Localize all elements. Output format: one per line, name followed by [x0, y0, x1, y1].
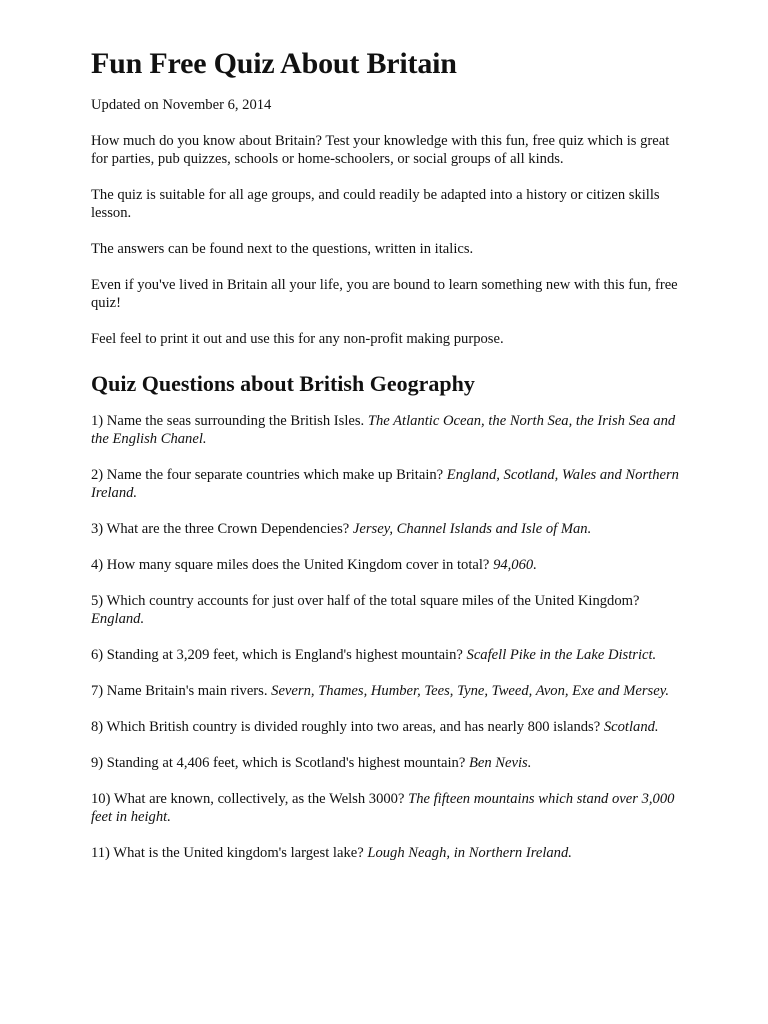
question-text: 9) Standing at 4,406 feet, which is Scotland's highest mountain? — [91, 755, 469, 771]
question-text: 10) What are known, collectively, as the Welsh 3000? — [91, 791, 409, 807]
answer-text: England. — [91, 611, 145, 627]
quiz-question — [91, 754, 684, 772]
answer-text: The fifteen mountains which stand over 3,000 feet in height. — [91, 791, 675, 825]
quiz-question — [91, 682, 684, 700]
answer-text: 94,060. — [493, 557, 537, 573]
answer-text: The Atlantic Ocean, the North Sea, the Irish Sea and the English Chanel. — [91, 413, 676, 447]
question-text: 8) Which British country is divided roughly into two areas, and has nearly 800 islands? — [91, 719, 604, 735]
answer-text: Jersey, Channel Islands and Isle of Man. — [352, 521, 592, 537]
intro-paragraph: The answers can be found next to the questions, written in italics. — [91, 241, 474, 257]
quiz-question — [91, 520, 684, 538]
page-title: Fun Free Quiz About Britain — [91, 47, 457, 80]
intro-paragraph: How much do you know about Britain? Test your knowledge with this fun, free quiz which is great for parties, pub quizzes, schools or home-schoolers, or social groups of all kinds. — [91, 133, 670, 167]
intro-paragraph: The quiz is suitable for all age groups, and could readily be adapted into a history or citizen skills lesson. — [91, 187, 660, 221]
question-text: 7) Name Britain's main rivers. — [91, 683, 272, 699]
quiz-question — [91, 718, 684, 736]
question-text: 3) What are the three Crown Dependencies? — [91, 521, 353, 537]
quiz-question — [91, 466, 684, 502]
answer-text: Scafell Pike in the Lake District. — [466, 647, 657, 663]
quiz-question — [91, 844, 684, 862]
answer-text: Ben Nevis. — [468, 755, 532, 771]
intro-paragraph: Even if you've lived in Britain all your life, you are bound to learn something new with this fun, free quiz! — [91, 277, 678, 311]
question-text: 1) Name the seas surrounding the British Isles. — [91, 413, 368, 429]
answer-text: Lough Neagh, in Northern Ireland. — [367, 845, 572, 861]
question-text: 6) Standing at 3,209 feet, which is England's highest mountain? — [91, 647, 467, 663]
intro-paragraph: Feel feel to print it out and use this for any non-profit making purpose. — [91, 331, 504, 347]
answer-text: Scotland. — [603, 719, 659, 735]
question-text: 11) What is the United kingdom's largest lake? — [91, 845, 368, 861]
updated-date: Updated on November 6, 2014 — [91, 97, 272, 113]
question-text: 2) Name the four separate countries which make up Britain? — [91, 467, 447, 483]
quiz-question — [91, 592, 684, 628]
answer-text: Severn, Thames, Humber, Tees, Tyne, Tweed, Avon, Exe and Mersey. — [271, 683, 670, 699]
section-heading: Quiz Questions about British Geography — [91, 371, 475, 396]
question-text: 5) Which country accounts for just over half of the total square miles of the United Kingdom? — [91, 593, 640, 609]
quiz-question — [91, 646, 684, 664]
question-text: 4) How many square miles does the United Kingdom cover in total? — [91, 557, 494, 573]
quiz-question — [91, 790, 684, 826]
quiz-question — [91, 556, 684, 574]
answer-text: England, Scotland, Wales and Northern Ireland. — [91, 467, 679, 501]
quiz-question — [91, 412, 684, 448]
